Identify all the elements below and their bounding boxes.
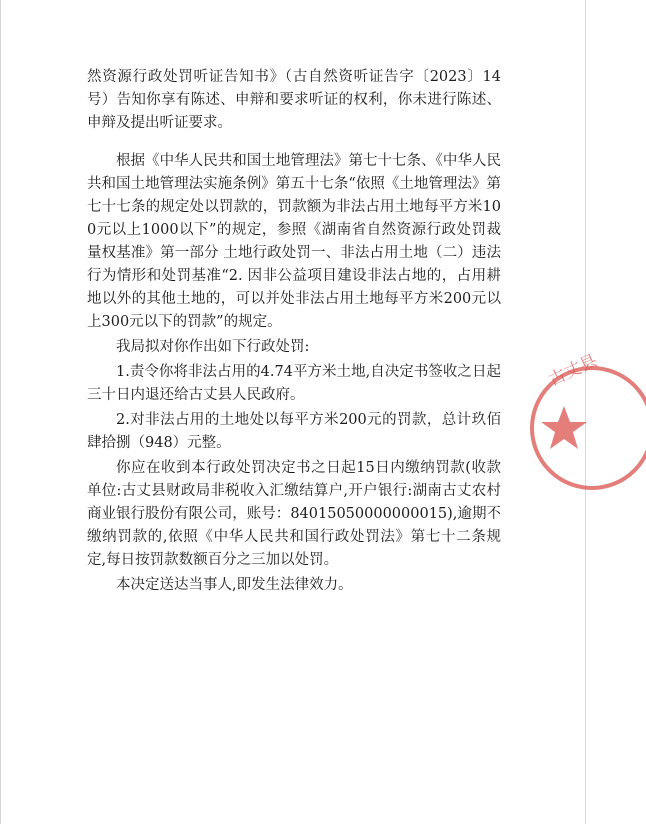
document-body: [87, 66, 501, 597]
page-right-edge: [585, 0, 586, 824]
paragraph-penalty-item-1: 1.责令你将非法占用的4.74平方米土地,自决定书签收之日起三十日内退还给古丈县人民政府。: [87, 364, 501, 403]
paragraph-legal-basis: 根据《中华人民共和国土地管理法》第七十七条、《中华人民共和国土地管理法实施条例》第五十七条“依照《土地管理法》第七十七条的规定处以罚款的，罚款额为非法占用土地每平方米100元以上1000以下”的规定，参照《湖南省自然资源行政处罚裁量权基准》第一部分 土地行政处罚一、非法占用土地（二）违法行为情形和处罚基准“2. 因非公益项目建设非法占地的，占用耕地以外的其他土地的，可以并处非法占用土地每平方米200元以上300元以下的罚款”的规定。: [87, 153, 501, 330]
seal-text: 古丈县: [545, 350, 601, 391]
paragraph-effective-notice: 本决定送达当事人,即发生法律效力。: [116, 577, 353, 593]
paragraph-hearing-notice: 然资源行政处罚听证告知书》（古自然资听证告字〔2023〕14号）告知你享有陈述、申辩和要求听证的权利，你未进行陈述、申辩及提出听证要求。: [87, 69, 501, 131]
paragraph-penalty-item-2: 2.对非法占用的土地处以每平方米200元的罚款，总计玖佰肆拾捌（948）元整。: [87, 412, 501, 451]
official-seal-star-icon: [536, 350, 646, 506]
paragraph-penalty-intro: 我局拟对你作出如下行政处罚:: [116, 339, 310, 355]
page-left-edge: [0, 0, 1, 824]
paragraph-payment-instructions: 你应在收到本行政处罚决定书之日起15日内缴纳罚款(收款单位:古丈县财政局非税收入汇缴结算户,开户银行:湖南古丈农村商业银行股份有限公司，账号：84015050000000015),逾期不缴纳罚款的,依照《中华人民共和国行政处罚法》第七十二条规定,每日按罚款数额百分之三加以处罚。: [87, 460, 501, 568]
